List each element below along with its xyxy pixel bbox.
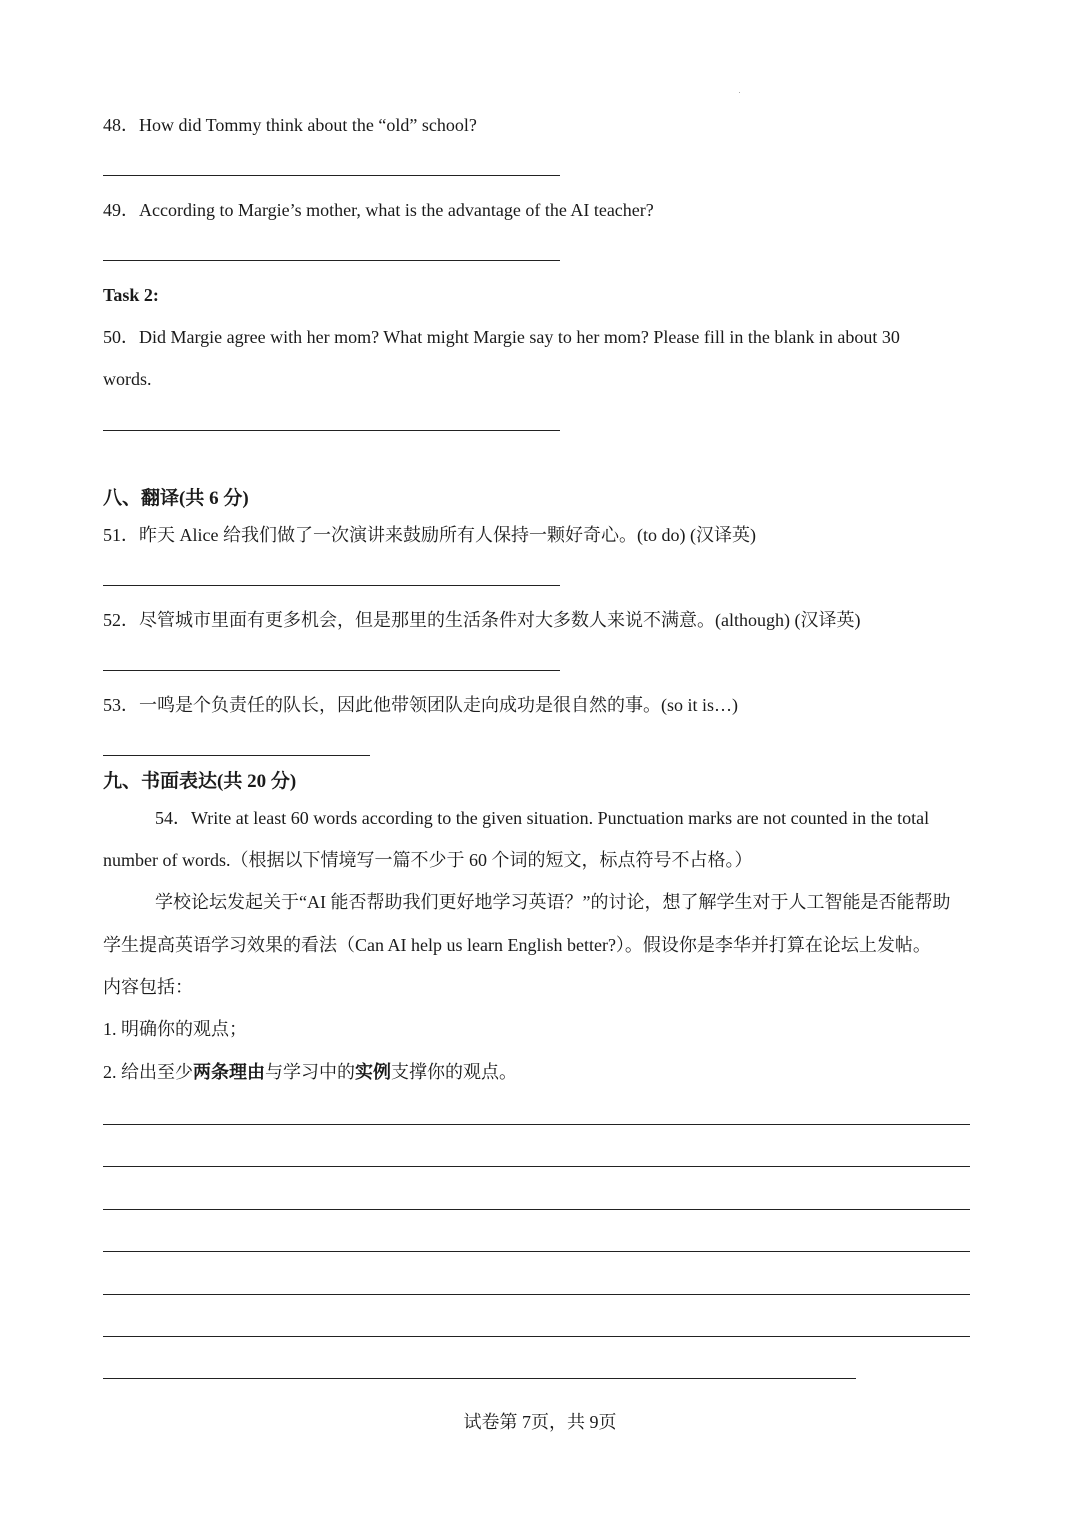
question-52	[103, 609, 860, 631]
question-number: 50．	[103, 327, 139, 347]
question-50-continued: words.	[103, 369, 152, 389]
question-text: 尽管城市里面有更多机会，但是那里的生活条件对大多数人来说不满意。(although) (汉译英)	[139, 610, 861, 630]
question-number: 54．	[155, 808, 191, 828]
answer-line-48[interactable]	[103, 175, 560, 176]
question-text: 一鸣是个负责任的队长，因此他带领团队走向成功是很自然的事。(so it is…)	[139, 695, 738, 715]
writing-line[interactable]	[103, 1124, 970, 1125]
requirement-2-part: 与学习中的	[265, 1062, 355, 1082]
question-number: 52．	[103, 610, 139, 630]
requirement-2	[103, 1061, 517, 1083]
question-text: Did Margie agree with her mom? What might Margie say to her mom? Please fill in the blank in about 30	[139, 327, 900, 347]
situation-line-2: 学生提高英语学习效果的看法（Can AI help us learn English better?）。假设你是李华并打算在论坛上发帖。	[103, 935, 931, 955]
requirement-2-part: 2. 给出至少	[103, 1062, 193, 1082]
question-number: 49．	[103, 200, 139, 220]
question-number: 53．	[103, 695, 139, 715]
question-48	[103, 114, 477, 136]
section-8-title: 八、翻译(共 6 分)	[103, 488, 249, 509]
question-50	[103, 326, 900, 348]
answer-line-51[interactable]	[103, 585, 560, 586]
writing-line[interactable]	[103, 1251, 970, 1252]
question-53	[103, 694, 738, 716]
section-9-title: 九、书面表达(共 20 分)	[103, 771, 297, 792]
writing-line[interactable]	[103, 1209, 970, 1210]
question-text: According to Margie’s mother, what is the advantage of the AI teacher?	[139, 200, 654, 220]
answer-line-50[interactable]	[103, 430, 560, 431]
writing-line[interactable]	[103, 1336, 970, 1337]
requirement-2-emphasis: 两条理由	[193, 1062, 265, 1082]
page-footer: 试卷第 7页，共 9页	[463, 1412, 617, 1432]
question-number: 48．	[103, 115, 139, 135]
question-54-continued: number of words.（根据以下情境写一篇不少于 60 个词的短文，标点符号不占格。）	[103, 850, 753, 870]
requirement-2-emphasis: 实例	[355, 1062, 391, 1082]
question-51	[103, 524, 756, 546]
question-text: Write at least 60 words according to the given situation. Punctuation marks are not counted in the total	[191, 808, 930, 828]
writing-line[interactable]	[103, 1294, 970, 1295]
question-number: 51．	[103, 525, 139, 545]
question-49	[103, 199, 654, 221]
writing-line[interactable]	[103, 1378, 856, 1379]
question-text: 昨天 Alice 给我们做了一次演讲来鼓励所有人保持一颗好奇心。(to do) (汉译英)	[139, 525, 756, 545]
question-text: How did Tommy think about the “old” school?	[139, 115, 477, 135]
situation-line-3: 内容包括：	[103, 977, 193, 997]
requirement-1: 1. 明确你的观点；	[103, 1019, 247, 1039]
situation-line-1: 学校论坛发起关于“AI 能否帮助我们更好地学习英语？”的讨论，想了解学生对于人工智能是否能帮助	[155, 892, 951, 912]
task-2-heading: Task 2:	[103, 285, 159, 305]
scan-dot	[739, 92, 740, 93]
requirement-2-part: 支撑你的观点。	[391, 1062, 517, 1082]
question-54	[155, 807, 929, 829]
answer-line-49[interactable]	[103, 260, 560, 261]
writing-line[interactable]	[103, 1166, 970, 1167]
answer-line-52[interactable]	[103, 670, 560, 671]
answer-line-53[interactable]	[103, 755, 370, 756]
